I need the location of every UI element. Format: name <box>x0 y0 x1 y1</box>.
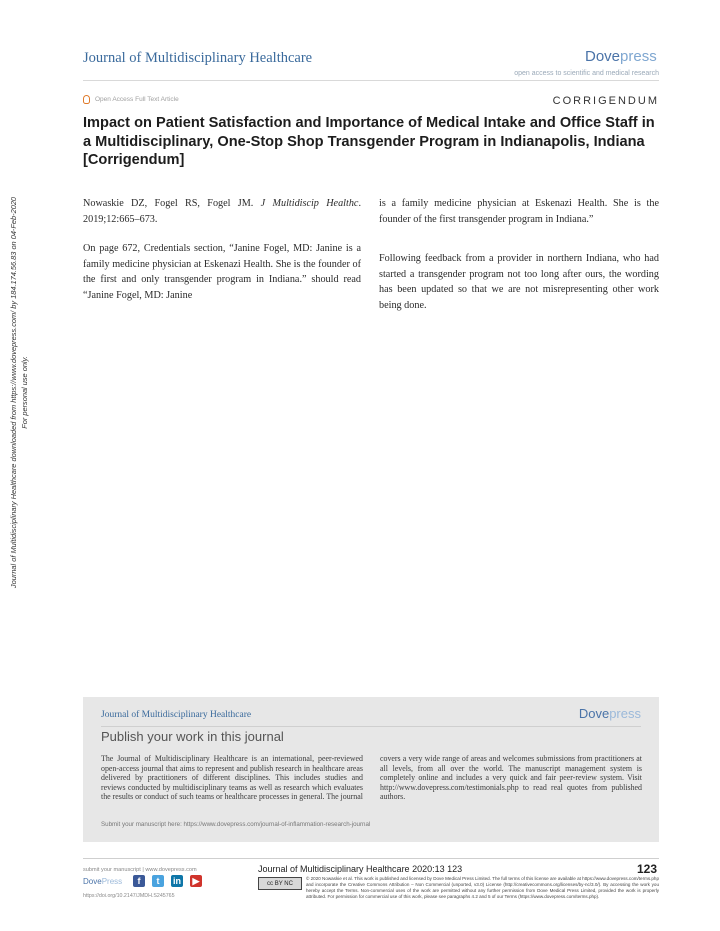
footer-submit-note[interactable]: submit your manuscript | www.dovepress.com <box>83 867 197 873</box>
promo-text-right: covers a very wide range of areas and welcomes submissions from practitioners at all levels, from all over the world. The manuscript management system is completely online and includes a very quick and fair peer-review system. Visit http://www.dovepress.com/testimonials.php to read real quotes from published authors. <box>380 754 642 802</box>
promo-text-left: The Journal of Multidisciplinary Healthcare is an international, peer-reviewed open-access journal that aims to represent and publish research in healthcare areas delivered by practitioners of different disciplines. This includes studies and reviews conducted by multidisciplinary teams as well as research which evaluates the results or conduct of such teams or healthcare processes in general. The journal <box>101 754 363 802</box>
citation-journal: J Multidiscip Healthc <box>260 198 359 209</box>
side-note-line-2: For personal use only. <box>20 356 29 429</box>
citation-authors: Nowaskie DZ, Fogel RS, Fogel JM. <box>83 198 261 209</box>
citation-paragraph <box>83 196 361 227</box>
brand-dove: Dove <box>585 48 621 65</box>
publish-promo-box <box>83 697 659 842</box>
social-links <box>133 875 202 887</box>
dovepress-logo[interactable] <box>585 48 657 65</box>
article-type: CORRIGENDUM <box>552 95 659 107</box>
submit-manuscript-link[interactable]: Submit your manuscript here: https://www.dovepress.com/journal-of-inflammation-research-journal <box>101 821 371 828</box>
side-note-line-1: Journal of Multidisciplinary Healthcare downloaded from https://www.dovepress.com/ by 184.174.56.83 on 04-Feb-2020 <box>9 196 18 589</box>
journal-title: Journal of Multidisciplinary Healthcare <box>83 50 313 66</box>
download-side-note <box>8 160 32 625</box>
body-left-column <box>83 196 361 318</box>
facebook-icon[interactable]: f <box>133 875 145 887</box>
footer-brand-press: Press <box>101 877 123 886</box>
page-number: 123 <box>637 862 658 876</box>
footer-citation: Journal of Multidisciplinary Healthcare 2020:13 123 <box>258 864 463 874</box>
promo-heading: Publish your work in this journal <box>101 729 284 744</box>
correction-paragraph-left: On page 672, Credentials section, “Janine Fogel, MD: Janine is a family medicine physician at Eskenazi Health. She is the founder of the first and only transgender program in Indiana.” should read “Janine Fogel, MD: Janine <box>83 243 361 301</box>
article-title: Impact on Patient Satisfaction and Importance of Medical Intake and Office Staff in a Multidisciplinary, One-Stop Shop Transgender Program in Indianapolis, Indiana [Corrigendum] <box>83 115 655 168</box>
citation-details: . 2019;12:665–673. <box>83 198 361 225</box>
footer-divider <box>83 858 659 859</box>
promo-divider <box>101 726 641 727</box>
open-access-label <box>83 95 179 104</box>
promo-brand-press: press <box>609 706 641 721</box>
creative-commons-badge[interactable]: cc BY NC <box>258 877 302 890</box>
brand-press: press <box>620 48 657 65</box>
open-access-text: Open Access Full Text Article <box>95 96 179 103</box>
promo-brand-dove: Dove <box>578 706 610 721</box>
promo-dovepress-logo[interactable] <box>579 706 641 721</box>
twitter-icon[interactable]: t <box>152 875 164 887</box>
tagline: open access to scientific and medical research <box>514 70 659 77</box>
explanation-paragraph: Following feedback from a provider in northern Indiana, who had started a transgender program not too long after ours, the wording has been updated so that we are not misrepresenting other work being done. <box>379 253 659 311</box>
promo-journal-title: Journal of Multidisciplinary Healthcare <box>101 710 252 720</box>
youtube-icon[interactable]: ▶ <box>190 875 202 887</box>
open-access-lock-icon <box>83 95 90 104</box>
header-divider <box>83 80 659 81</box>
footer-dovepress-logo[interactable] <box>83 877 122 886</box>
license-text: © 2020 Nowaskie et al. This work is published and licensed by Dove Medical Press Limited. The full terms of this license are available at https://www.dovepress.com/terms.php and incorporate the Creative Commons Attribution – Non Commercial (unported, v3.0) License (http://creativecommons.org/licenses/by-nc/3.0/). By accessing the work you hereby accept the Terms. Non-commercial uses of the work are permitted without any further permission from Dove Medical Press Limited, provided the work is properly attributed. For permission for commercial use of this work, please see paragraphs 4.2 and 5 of our Terms (https://www.dovepress.com/terms.php). <box>306 876 659 900</box>
correction-paragraph-right: is a family medicine physician at Eskenazi Health. She is the founder of the first transgender program in Indiana.” <box>379 198 659 225</box>
footer-brand-dove: Dove <box>83 877 102 886</box>
linkedin-icon[interactable]: in <box>173 876 181 886</box>
body-right-column <box>379 196 659 328</box>
doi-link[interactable]: https://doi.org/10.2147/JMDH.S245765 <box>83 893 175 899</box>
